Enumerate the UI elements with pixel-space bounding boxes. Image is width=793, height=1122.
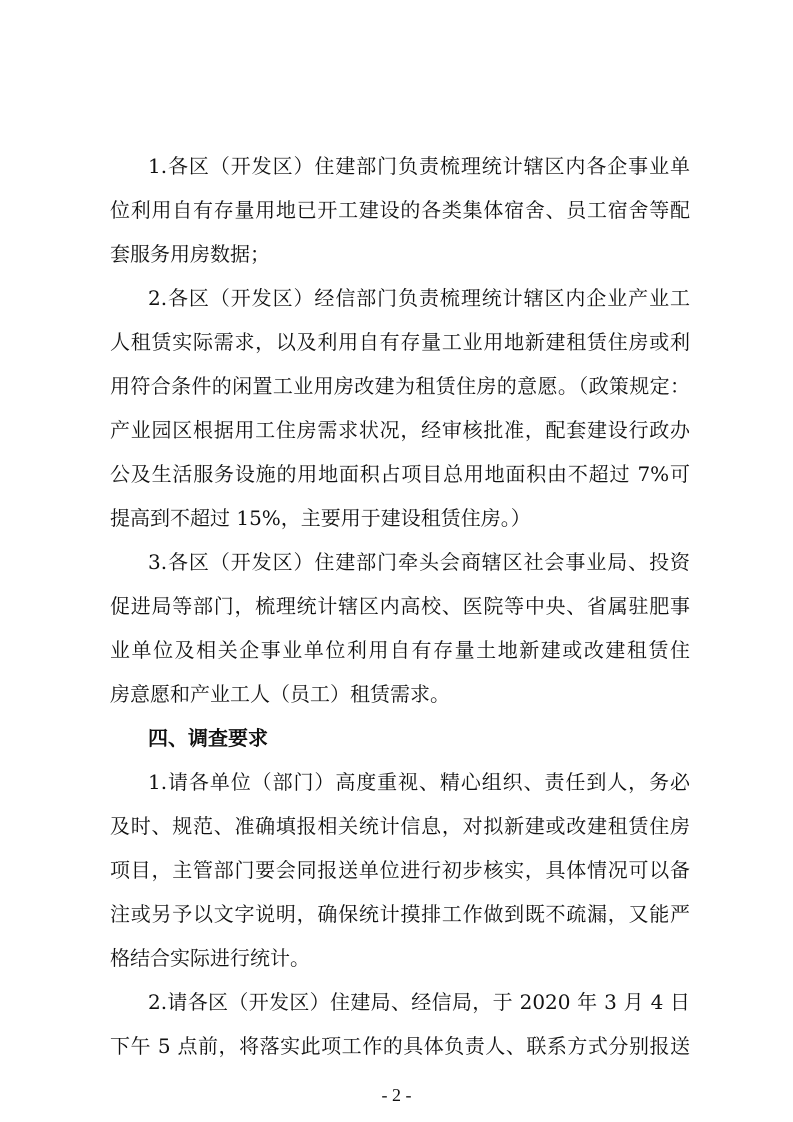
paragraph-line: 位利用自有存量用地已开工建设的各类集体宿舍、员工宿舍等配	[110, 198, 690, 222]
paragraph-line: 促进局等部门，梳理统计辖区内高校、医院等中央、省属驻肥事	[110, 594, 690, 618]
paragraph-line: 公及生活服务设施的用地面积占项目总用地面积由不超过 7%可	[110, 462, 690, 486]
paragraph-line: 2.各区（开发区）经信部门负责梳理统计辖区内企业产业工	[148, 286, 690, 310]
paragraph-line: 3.各区（开发区）住建部门牵头会商辖区社会事业局、投资	[148, 550, 690, 574]
paragraph-line: 2.请各区（开发区）住建局、经信局，于 2020 年 3 月 4 日	[148, 990, 690, 1014]
paragraph-line: 格结合实际进行统计。	[110, 946, 310, 970]
page-number: - 2 -	[381, 1085, 412, 1105]
paragraph-line: 1.各区（开发区）住建部门负责梳理统计辖区内各企事业单	[148, 154, 690, 178]
paragraph-line: 产业园区根据用工住房需求状况，经审核批准，配套建设行政办	[110, 418, 690, 442]
paragraph-line: 房意愿和产业工人（员工）租赁需求。	[110, 682, 450, 706]
paragraph-line: 业单位及相关企事业单位利用自有存量土地新建或改建租赁住	[110, 638, 690, 662]
paragraph-line: 项目，主管部门要会同报送单位进行初步核实，具体情况可以备	[110, 858, 690, 882]
section-heading: 四、调查要求	[148, 726, 268, 750]
paragraph-line: 下午 5 点前，将落实此项工作的具体负责人、联系方式分别报送	[110, 1034, 690, 1058]
paragraph-line: 人租赁实际需求，以及利用自有存量工业用地新建租赁住房或利	[110, 330, 690, 354]
paragraph-line: 及时、规范、准确填报相关统计信息，对拟新建或改建租赁住房	[110, 814, 690, 838]
paragraph-line: 提高到不超过 15%，主要用于建设租赁住房。）	[110, 506, 531, 530]
paragraph-line: 套服务用房数据；	[110, 242, 270, 266]
paragraph-line: 1.请各单位（部门）高度重视、精心组织、责任到人，务必	[148, 770, 690, 794]
paragraph-line: 注或另予以文字说明，确保统计摸排工作做到既不疏漏，又能严	[110, 902, 690, 926]
paragraph-line: 用符合条件的闲置工业用房改建为租赁住房的意愿。（政策规定：	[110, 374, 690, 398]
